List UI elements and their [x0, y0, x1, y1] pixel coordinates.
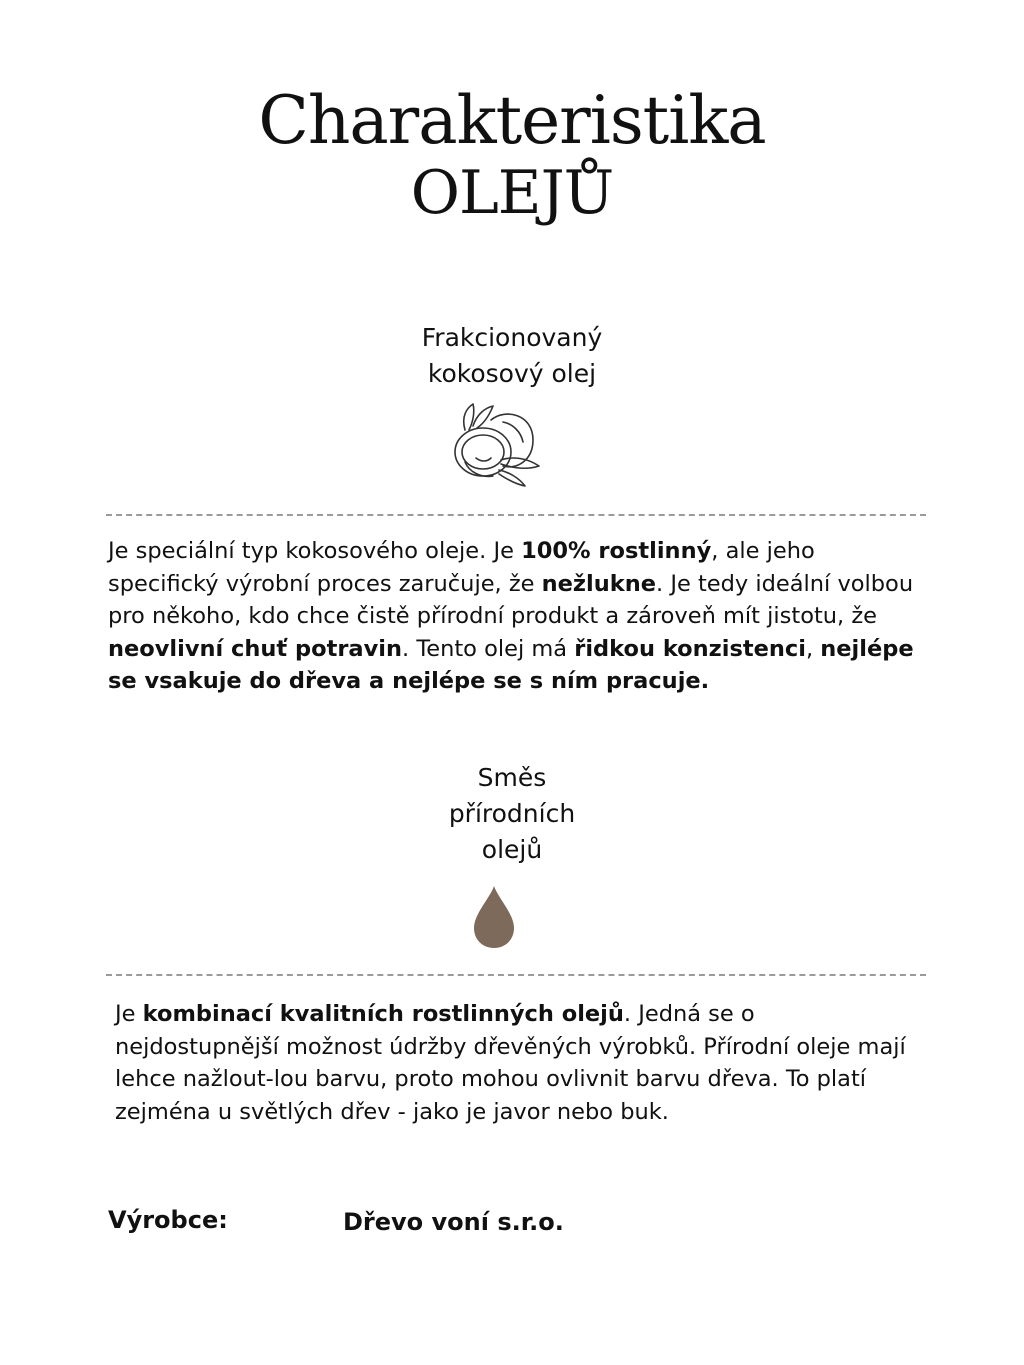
s2-bold-1: kombinací kvalitních rostlinných olejů [142, 1001, 624, 1027]
s1-bold-1: 100% rostlinný [521, 538, 712, 564]
section1-title-line2: kokosový olej [427, 359, 597, 388]
section1-description [108, 535, 928, 698]
page-title-line2: OLEJŮ [410, 158, 614, 228]
s2-text-1: Je [115, 1001, 143, 1027]
section1-title-line1: Frakcionovaný [421, 323, 603, 352]
section2-title [0, 760, 1024, 868]
page-title-line1: Charakteristika [258, 82, 766, 159]
section2-title-line3: olejů [481, 835, 543, 864]
oil-drop-icon [472, 884, 516, 950]
s1-text-1: Je speciální typ kokosového oleje. Je [108, 538, 522, 564]
s1-text-4: . Tento olej má [402, 635, 575, 662]
s1-bold-5: nejlépe se vsakuje do dřeva a nejlépe se s ním pracuje. [108, 635, 914, 694]
s1-text-2: , ale jeho specifický výrobní proces zaručuje, že [108, 538, 815, 597]
s1-text-3: . Je tedy ideální volbou pro někoho, kdo chce čistě přírodní produkt a zároveň mít jistotu, že [108, 570, 914, 629]
section2-title-line2: přírodních [448, 799, 576, 828]
manufacturer-name: Dřevo voní s.r.o. [343, 1208, 564, 1236]
manufacturer-label: Výrobce: [108, 1206, 228, 1234]
s1-bold-3: neovlivní chuť potravin [108, 635, 403, 662]
section2-divider [106, 974, 926, 976]
s2-text-2: . Jedná se o nejdostupnější možnost údržby dřevěných výrobků. Přírodní oleje mají lehce nažlout-lou barvu, proto mohou ovlivnit barvu dřeva. To platí zejména u světlých dřev - jako je javor nebo buk. [115, 1001, 906, 1125]
s1-bold-4: řidkou konzistenci [574, 635, 806, 662]
section2-description [115, 998, 915, 1128]
section2-title-line1: Směs [477, 763, 547, 792]
section1-divider [106, 514, 926, 516]
coconut-icon [443, 400, 543, 488]
s1-text-5: , [805, 635, 821, 662]
s1-bold-2: nežlukne [541, 570, 657, 597]
section1-title [0, 320, 1024, 392]
